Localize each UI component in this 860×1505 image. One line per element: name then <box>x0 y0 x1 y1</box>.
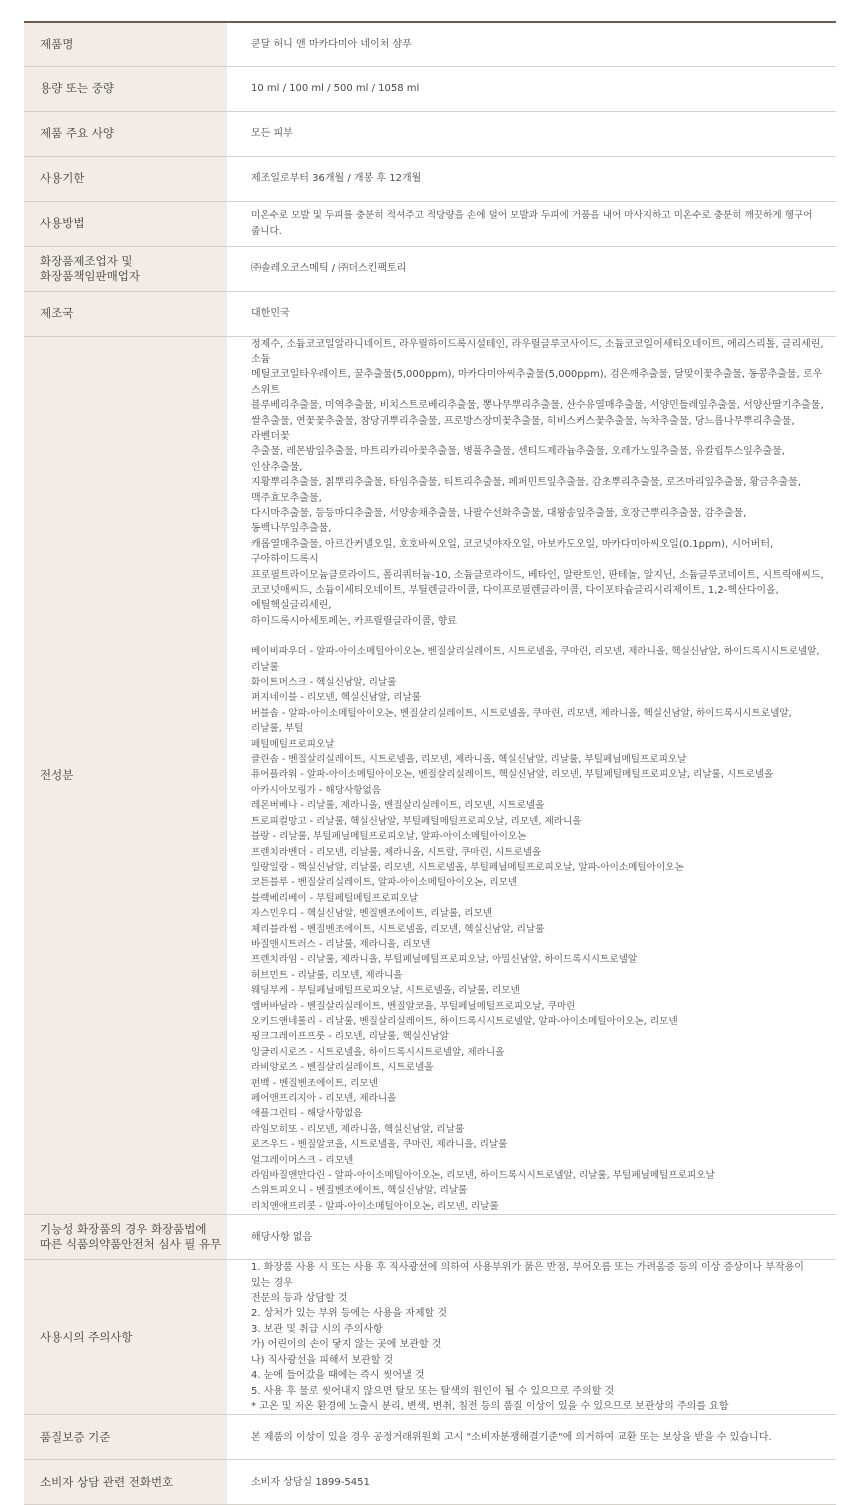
row-origin <box>24 291 836 336</box>
volume-value: 10 ml / 100 ml / 500 ml / 1058 ml <box>251 82 420 94</box>
row-maker <box>24 246 836 291</box>
row-caution <box>24 1260 836 1415</box>
row-spec <box>24 111 836 156</box>
origin-label: 제조국 <box>24 291 227 336</box>
caution-value: 1. 화장품 사용 시 또는 사용 후 직사광선에 의하여 사용부위가 붉은 반점, 부어오름 또는 가려움증 등의 이상 증상이나 부작용이 있는 경우 전문의 등과 상담할 것 2. 상처가 있는 부위 등에는 사용을 자제할 것 3. 보관 및 취급 시의 주의사항 가) 어린이의 손이 닿지 않는 곳에 보관할 것 나) 직사광선을 피해서 보관할 것 4. 눈에 들어갔을 때에는 즉시 씻어낼 것 5. 사용 후 물로 씻어내지 않으면 탈모 또는 탈색의 원인이 될 수 있으므로 주의할 것 * 고온 및 저온 환경에 노출시 분리, 변색, 변취, 침전 등의 품질 이상이 있을 수 있으므로 보관상의 주의를 요함 <box>251 1262 804 1412</box>
fragrance-allergen-list: 베이비파우더 - 알파-아이소메틸아이오논, 벤질살리실레이트, 시트로넬올, 쿠마린, 리모넨, 제라니올, 헥실신남알, 하이드록시시트로넬알, 리날룰 화이트머스크 - 헥실신남알, 리날룰 퍼지네이블 - 리모넨, 헥실신남알, 리날룰 버블솝 - 알파-아이소메틸아이오논, 벤질살리실레이트, 시트로넬올, 쿠마린, 리모넨, 제라니올, 헥실신남알, 하이드록시시트로넬알, 리날룰, 부틸 페틸메틸프로피오날 클린솝 - 벤질살리실레이트, 시트로넬올, 리모넨, 제라니올, 헥실신남알, 리날룰, 부틸페닐메틸프로피오날 퓨어플라워 - 알파-아이소메틸아이오논, 벤질살리실레이트, 헥실신남알, 리모넨, 부틸페틸메틸프로피오날, 리날룰, 시트로넬올 아카시아모링가 - 해당사항없음 레몬버베나 - 리날룰, 제라니올, 벤질살리실레이트, 리모넨, 시트로넬올 트로피컬망고 - 리날룰, 헥실신남알, 부틸페틸메틸프로피오날, 리모넨, 제라니올 블랑 - 리날룰, 부틸페닐메틸프로피오날, 알파-아이소메틸아이오논 프렌치라벤더 - 리모넨, 리날룰, 제라니올, 시트랄, 쿠마린, 시트로넬올 일랑일랑 - 헥실신남알, 리날룰, 리모넨, 시트로넬올, 부틸페닐메틸프로피오날, 알파-아이소메틸아이오논 코튼블루 - 벤질살리실레이트, 알파-아이소메틸아이오논, 리모넨 블랙베리베이 - 부틸페틸메틸프로피오날 자스민우디 - 헥실신남알, 벤질벤조에이트, 리날룰, 리모넨 체리블라썸 - 벤질벤조에이트, 시트로넬올, 리모넨, 헥실신남알, 리날룰 바질앤시트러스 - 리날룰, 제라니올, 리모넨 프렌치라임 - 리날룰, 제라니올, 부틸페닐메틸프로피오날, 아밀신남알, 하이드록시시트로넬알 허브민트 - 리날룰, 리모넨, 제라니올 웨딩부케 - 부틸페닐메틸프로피오날, 시트로넬올, 리날룰, 리모넨 엠버바닐라 - 벤질살리실레이트, 벤질알코올, 부틸페닐메틸프로피오날, 쿠마린 오키드앤네롤리 - 리날룰, 벤질살리실레이트, 하이드록시시트로넬알, 알파-아이소메틸아이오논, 리모넨 핑크그레이프프룻 - 리모넨, 리날룰, 헥실신남알 잉글리시로즈 - 시트로넬올, 하이드록시시트로넬알, 제라니올 라비앙로즈 - 벤질살리실레이트, 시트로넬올 펀백 - 벤질벤조에이트, 리모넨 페어앤프리지아 - 리모넨, 제라니올 애플그린티 - 해당사항없음 라임모히또 - 리모넨, 제라니올, 헥실신남알, 리날룰 로즈우드 - 벤질알코올, 시트로넬올, 쿠마린, 제라니올, 리날룰 얼그레이머스크 - 리모넨 라임바질앤만다린 - 알파-아이소메틸아이오논, 리모넨, 하이드록시시트로넬알, 리날룰, 부틸페닐메틸프로피오날 스위트피오니 - 벤질벤조에이트, 헥실신남알, 리날룰 리치앤애프리콧 - 알파-아이소메틸아이오논, 리모넨, 리날룰 <box>251 646 820 1212</box>
caution-label: 사용시의 주의사항 <box>24 1260 227 1415</box>
expiry-value: 제조일로부터 36개월 / 개봉 후 12개월 <box>251 172 422 184</box>
usage-label: 사용방법 <box>24 201 227 246</box>
expiry-label: 사용기한 <box>24 156 227 201</box>
product-name-label: 제품명 <box>24 22 227 66</box>
row-volume <box>24 66 836 111</box>
usage-value: 미온수로 모발 및 두피를 충분히 적셔주고 적당량을 손에 덜어 모발과 두피에 거품을 내어 마사지하고 미온수로 충분히 깨끗하게 헹구어 줍니다. <box>251 210 813 237</box>
volume-label: 용량 또는 중량 <box>24 66 227 111</box>
row-expiry <box>24 156 836 201</box>
ingredients-cell <box>227 336 836 1215</box>
row-ingredients <box>24 336 836 1215</box>
maker-label: 화장품제조업자 및 화장품책임판매업자 <box>24 246 227 291</box>
row-contact <box>24 1460 836 1505</box>
review-value: 해당사항 없음 <box>251 1231 313 1243</box>
origin-value: 대한민국 <box>251 307 290 319</box>
contact-value: 소비자 상담실 1899-5451 <box>251 1476 370 1488</box>
ingredients-label: 전성분 <box>24 336 227 1215</box>
spec-value: 모든 피부 <box>251 127 293 139</box>
spec-label: 제품 주요 사양 <box>24 111 227 156</box>
warranty-label: 품질보증 기준 <box>24 1415 227 1460</box>
ingredients-main-list: 정제수, 소듐코코일알라니네이트, 라우릴하이드록시설테인, 라우릴글루코사이드, 소듐코코일이세티오네이트, 에리스리톨, 글리세린, 소듐 메틸코코일타우레이트, 꿀추출물(5,000ppm), 마카다미아씨추출물(5,000ppm), 검은깨추출물, 달맞이꽃추출물, 동콩추출물, 로우 스위트 블루베리추출물, 미역추출물, 비치스트로베리추출물, 뽕나무뿌리추출물, 산수유열매추출물, 서양민들레잎추출물, 서양산딸기추출물, 쌀추출물, 연꽃꽃추출물, 참당귀뿌리추출물, 프로방스장미꽃추출물, 히비스커스꽃추출물, 녹차추출물, 당느릅나무뿌리추출물, 라벤더꽃 추출물, 레몬밤잎추출물, 마트리카리아꽃추출물, 병풀추출물, 센티드제라늄추출물, 오레가노잎추출물, 유칼립투스잎추출물, 인삼추출물, 지황뿌리추출물, 칡뿌리추출물, 타임추출물, 티트리추출물, 페퍼민트잎추출물, 감초뿌리추출물, 로즈마리잎추출물, 황금추출물, 맥주효모추출물, 다시마추출물, 등등마디추출물, 서양송채추출물, 나팔수선화추출물, 대왕송잎추출물, 호장근뿌리추출물, 감추출물, 동백나무잎추출물, 캐롭열매추출물, 아르간커넬오일, 호호바씨오일, 코코넛야자오일, 아보카도오일, 마카다미아씨오일(0.1ppm), 시어버터, 구아하이드록시 프로필트라이모늄클로라이드, 폴리쿼터늄-10, 소듐클로라이드, 베타인, 알란토인, 판테놀, 알지닌, 소듐글루코네이트, 시트릭애씨드, 코코넛애씨드, 소듐이세티오네이트, 부틸렌글라이콜, 다이프로필렌글라이콜, 다이포타슘글리시리제이트, 1,2-헥산다이올, 에틸헥실글리세린, 하이드록시아세토페논, 카프릴릴글라이콜, 향료 <box>251 338 824 627</box>
product-name-value: 쿤달 허니 앤 마카다미아 네이처 샴푸 <box>251 38 412 50</box>
row-product-name <box>24 22 836 66</box>
row-review <box>24 1215 836 1260</box>
row-usage <box>24 201 836 246</box>
review-label: 기능성 화장품의 경우 화장품법에 따른 식품의약품안전처 심사 필 유무 <box>24 1215 227 1260</box>
product-info-table <box>24 21 836 1505</box>
row-warranty <box>24 1415 836 1460</box>
contact-label: 소비자 상담 관련 전화번호 <box>24 1460 227 1505</box>
warranty-value: 본 제품의 이상이 있을 경우 공정거래위원회 고시 "소비자분쟁해결기준"에 의거하여 교환 또는 보상을 받을 수 있습니다. <box>251 1431 772 1443</box>
maker-value: ㈜솔레오코스메틱 / ㈜더스킨팩토리 <box>251 262 407 274</box>
